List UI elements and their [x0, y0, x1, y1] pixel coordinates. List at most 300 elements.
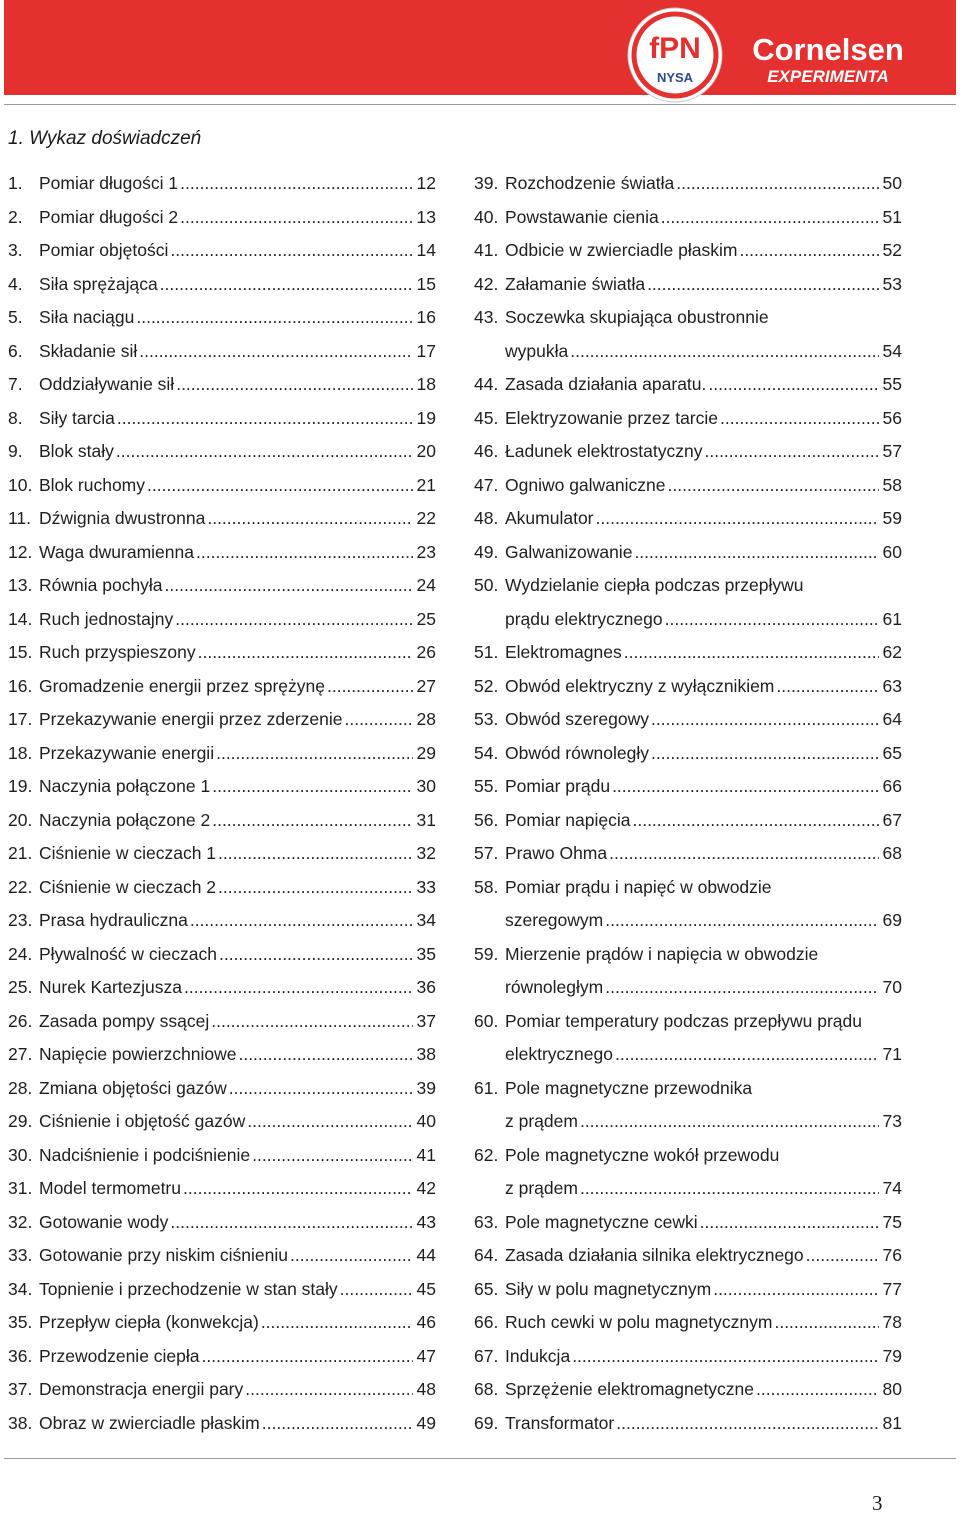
toc-item-page: 54 [882, 340, 902, 361]
toc-item-page: 61 [882, 608, 902, 629]
toc-left-column [8, 173, 436, 1446]
toc-item-title: Pole magnetyczne przewodnika [505, 1077, 753, 1098]
logo-fpn-city: NYSA [656, 70, 694, 85]
toc-item-number: 18. [8, 742, 33, 763]
toc-item [474, 1279, 902, 1313]
toc-item [474, 207, 902, 241]
toc-item [8, 274, 436, 308]
toc-item-number: 4. [8, 273, 23, 294]
toc-item-title: Ruch przyspieszony [39, 642, 196, 662]
toc-item-page: 80 [882, 1379, 902, 1399]
toc-leader-dots [594, 508, 879, 529]
toc-item-title: Siły tarcia [39, 407, 115, 428]
toc-item [474, 1312, 902, 1346]
toc-leader-dots [649, 709, 879, 730]
toc-item-page: 27 [416, 675, 436, 696]
toc-item-title: Powstawanie cienia [505, 206, 659, 227]
toc-item-title: Pomiar temperatury podczas przepływu prądu [505, 1010, 862, 1031]
toc-item-title: Pomiar napięcia [505, 809, 631, 830]
toc-leader-dots [188, 910, 413, 931]
toc-item-number: 37. [8, 1379, 33, 1399]
toc-item-page: 68 [882, 843, 902, 863]
toc-item-page: 19 [416, 407, 436, 428]
toc-item [8, 508, 436, 542]
toc-item-number: 26. [8, 1010, 33, 1031]
toc-item [8, 1346, 436, 1380]
toc-item-page: 39 [416, 1077, 436, 1098]
toc-item-number: 29. [8, 1111, 33, 1131]
toc-leader-dots [243, 1379, 412, 1400]
toc-item [474, 1212, 902, 1246]
toc-item-page: 13 [416, 206, 436, 227]
toc-item [474, 1178, 902, 1212]
toc-item-title: Prasa hydrauliczna [39, 910, 188, 930]
toc-item-number: 1. [8, 173, 23, 193]
toc-item-title: Naczynia połączone 1 [39, 776, 211, 796]
toc-item-number: 7. [8, 374, 23, 394]
toc-item-page: 76 [882, 1245, 902, 1265]
toc-item-page: 26 [416, 642, 436, 662]
toc-leader-dots [774, 676, 878, 697]
toc-item-title: Obraz w zwierciadle płaskim [39, 1412, 260, 1433]
toc-leader-dots [210, 776, 412, 797]
toc-item [8, 1178, 436, 1212]
toc-leader-dots [666, 475, 879, 496]
toc-item-page: 23 [416, 541, 436, 562]
toc-item-page: 53 [882, 273, 902, 294]
toc-item-page: 52 [882, 240, 902, 260]
toc-item-page: 40 [416, 1111, 436, 1131]
toc-leader-dots [200, 1346, 413, 1367]
toc-item-number: 49. [474, 541, 499, 562]
toc-item-number: 11. [8, 508, 32, 528]
toc-leader-dots [702, 441, 878, 462]
toc-item-title: równoległym [505, 977, 604, 997]
toc-item-page: 24 [416, 575, 436, 595]
toc-item [474, 843, 902, 877]
toc-leader-dots [718, 408, 879, 429]
toc-item-title: Przekazywanie energii [39, 742, 215, 763]
toc-item [474, 743, 902, 777]
toc-leader-dots [288, 1245, 413, 1266]
toc-item-number: 28. [8, 1077, 33, 1098]
toc-item [474, 307, 902, 341]
toc-item-title: Napięcie powierzchniowe [39, 1044, 237, 1064]
toc-leader-dots [645, 274, 878, 295]
toc-item-number: 40. [474, 206, 499, 227]
toc-item [474, 609, 902, 643]
toc-item-title: z prądem [505, 1111, 578, 1131]
toc-item-page: 25 [416, 608, 436, 629]
toc-item-title: Przepływ ciepła (konwekcja) [39, 1312, 259, 1332]
toc-leader-dots [163, 575, 413, 596]
toc-item [8, 441, 436, 475]
toc-item-page: 58 [882, 474, 902, 495]
toc-item-number: 5. [8, 307, 23, 327]
toc-item-page: 20 [416, 441, 436, 461]
toc-item-title: Ogniwo galwaniczne [505, 474, 666, 495]
toc-item-number: 23. [8, 910, 33, 930]
toc-item [8, 977, 436, 1011]
toc-item-page: 74 [882, 1178, 902, 1198]
toc-item [8, 240, 436, 274]
toc-right-column [474, 173, 902, 1446]
toc-item-title: Gotowanie przy niskim ciśnieniu [39, 1245, 288, 1265]
toc-item [8, 307, 436, 341]
toc-item-title: Ciśnienie w cieczach 1 [39, 843, 217, 863]
toc-item-page: 22 [416, 508, 436, 528]
toc-item [474, 977, 902, 1011]
toc-item-title: Ruch cewki w polu magnetycznym [505, 1312, 773, 1332]
toc-item [474, 1413, 902, 1447]
toc-item-page: 66 [882, 776, 902, 796]
toc-item [8, 1212, 436, 1246]
toc-item [8, 1312, 436, 1346]
toc-item-number: 53. [474, 709, 499, 729]
toc-leader-dots [168, 1212, 412, 1233]
toc-item-page: 55 [882, 374, 902, 394]
toc-item-title: Blok ruchomy [39, 474, 146, 495]
toc-item [474, 575, 902, 609]
toc-item [8, 1078, 436, 1112]
toc-item [8, 575, 436, 609]
toc-item-page: 12 [416, 173, 436, 193]
toc-leader-dots [706, 374, 878, 395]
toc-item [474, 642, 902, 676]
toc-item [474, 1379, 902, 1413]
toc-item [474, 1346, 902, 1380]
toc-item-number: 54. [474, 742, 499, 763]
toc-item [474, 374, 902, 408]
toc-item-number: 24. [8, 943, 33, 964]
toc-item [8, 743, 436, 777]
toc-item-number: 13. [8, 575, 33, 595]
toc-leader-dots [772, 1312, 878, 1333]
toc-item [474, 475, 902, 509]
toc-item-page: 75 [882, 1211, 902, 1232]
toc-item-title: Nadciśnienie i podciśnienie [39, 1144, 251, 1165]
toc-leader-dots [630, 810, 878, 831]
toc-item-title: Zmiana objętości gazów [39, 1077, 227, 1098]
toc-item-page: 77 [882, 1278, 902, 1299]
toc-item-title: elektrycznego [505, 1044, 613, 1064]
toc-item-number: 39. [474, 173, 499, 193]
toc-leader-dots [134, 307, 412, 328]
toc-leader-dots [196, 642, 413, 663]
toc-item-number: 45. [474, 407, 499, 428]
toc-item-number: 34. [8, 1278, 33, 1299]
toc-leader-dots [216, 843, 413, 864]
toc-item-title: Mierzenie prądów i napięcia w obwodzie [505, 943, 819, 964]
toc-item-title: Akumulator [505, 508, 594, 528]
toc-item-title: Siła sprężająca [39, 273, 158, 294]
toc-item-page: 32 [416, 843, 436, 863]
toc-item-number: 36. [8, 1345, 33, 1366]
toc-item-title: Pomiar objętości [39, 240, 169, 260]
toc-item-title: Sprzężenie elektromagnetyczne [505, 1379, 755, 1399]
toc-item [8, 843, 436, 877]
toc-item-title: Zasada działania silnika elektrycznego [505, 1245, 804, 1265]
toc-item-title: Obwód elektryczny z wyłącznikiem [505, 675, 775, 696]
toc-item [8, 709, 436, 743]
toc-item [474, 910, 902, 944]
toc-item-title: Elektromagnes [505, 642, 622, 662]
toc-item-page: 49 [416, 1412, 436, 1433]
toc-item-title: Pole magnetyczne wokół przewodu [505, 1144, 780, 1165]
toc-item [474, 1044, 902, 1078]
toc-item-title: Składanie sił [39, 340, 138, 361]
toc-item [8, 1111, 436, 1145]
toc-item-title: Ruch jednostajny [39, 608, 174, 629]
toc-item-title: Model termometru [39, 1178, 181, 1198]
toc-item-title: Prawo Ohma [505, 843, 608, 863]
toc-item-number: 19. [8, 776, 33, 796]
logo-fpn-letters: fPN [649, 32, 701, 65]
toc-item-title: Odbicie w zwierciadle płaskim [505, 240, 738, 260]
toc-item-number: 57. [474, 843, 499, 863]
toc-item-title: Oddziaływanie sił [39, 374, 175, 394]
toc-item-number: 32. [8, 1211, 33, 1232]
toc-item-title: Pomiar długości 2 [39, 206, 179, 227]
toc-item [8, 1279, 436, 1313]
toc-leader-dots [578, 1111, 879, 1132]
toc-leader-dots [698, 1212, 879, 1233]
toc-item [474, 1145, 902, 1179]
toc-item-number: 55. [474, 776, 499, 796]
toc-item [8, 1379, 436, 1413]
toc-item [8, 676, 436, 710]
toc-item-number: 47. [474, 474, 499, 495]
toc-leader-dots [610, 776, 878, 797]
toc-item-page: 45 [416, 1278, 436, 1299]
toc-item-number: 2. [8, 206, 23, 227]
toc-item [8, 1011, 436, 1045]
toc-leader-dots [622, 642, 879, 663]
toc-item [474, 1245, 902, 1279]
toc-item-page: 46 [416, 1312, 436, 1332]
toc-item-title: Pomiar prądu i napięć w obwodzie [505, 876, 772, 897]
toc-leader-dots [804, 1245, 879, 1266]
toc-item-title: Pomiar prądu [505, 776, 611, 796]
section-title: 1. Wykaz doświadczeń [8, 128, 202, 149]
toc-item-number: 59. [474, 943, 499, 964]
toc-item-number: 41. [474, 240, 499, 260]
toc-leader-dots [603, 910, 878, 931]
toc-item-page: 30 [416, 776, 436, 796]
toc-item-number: 20. [8, 809, 33, 830]
page-number: 3 [872, 1491, 883, 1515]
toc-item-title: Zasada działania aparatu. [505, 374, 707, 394]
toc-leader-dots [168, 240, 412, 261]
toc-leader-dots [659, 207, 879, 228]
toc-item-page: 42 [416, 1178, 436, 1198]
toc-item [474, 1011, 902, 1045]
toc-item-title: Nurek Kartezjusza [39, 977, 182, 997]
toc-item-page: 60 [882, 541, 902, 562]
toc-item-page: 56 [882, 407, 902, 428]
toc-item-title: Pływalność w cieczach [39, 943, 217, 964]
toc-item [474, 1078, 902, 1112]
toc-item-number: 9. [8, 441, 23, 461]
toc-item-page: 14 [416, 240, 436, 260]
toc-leader-dots [607, 843, 878, 864]
toc-item-number: 30. [8, 1144, 33, 1165]
toc-item-title: wypukła [505, 340, 569, 361]
toc-item-title: Pomiar długości 1 [39, 173, 179, 193]
toc-item-number: 42. [474, 273, 499, 294]
toc-leader-dots [325, 676, 413, 697]
toc-item-page: 36 [416, 977, 436, 997]
toc-leader-dots [216, 877, 413, 898]
toc-item-title: Gotowanie wody [39, 1211, 169, 1232]
toc-item-number: 15. [8, 642, 33, 662]
toc-item-title: Ładunek elektrostatyczny [505, 441, 703, 461]
toc-item [8, 609, 436, 643]
toc-item-title: Transformator [505, 1412, 615, 1433]
toc-leader-dots [158, 274, 413, 295]
toc-item-number: 43. [474, 307, 499, 327]
toc-item-number: 69. [474, 1412, 499, 1433]
toc-leader-dots [178, 207, 412, 228]
toc-item [474, 173, 902, 207]
toc-item-title: Równia pochyła [39, 575, 163, 595]
toc-item-page: 57 [882, 441, 902, 461]
toc-item-page: 37 [416, 1010, 436, 1031]
toc-leader-dots [632, 542, 878, 563]
toc-item-number: 38. [8, 1412, 33, 1433]
toc-item [474, 810, 902, 844]
toc-item [474, 542, 902, 576]
toc-item-page: 43 [416, 1211, 436, 1232]
toc-item-page: 79 [882, 1345, 902, 1366]
toc-item-number: 35. [8, 1312, 33, 1332]
toc-item-page: 44 [416, 1245, 436, 1265]
toc-item-page: 33 [416, 876, 436, 897]
toc-leader-dots [173, 609, 412, 630]
toc-item-title: szeregowym [505, 910, 604, 930]
toc-item-page: 73 [882, 1111, 902, 1131]
toc-leader-dots [342, 709, 412, 730]
toc-item-title: Gromadzenie energii przez sprężynę [39, 675, 325, 696]
toc-item [474, 408, 902, 442]
toc-item-number: 62. [474, 1144, 499, 1165]
toc-item-page: 34 [416, 910, 436, 930]
toc-item-title: Topnienie i przechodzenie w stan stały [39, 1278, 338, 1299]
toc-item-title: Przewodzenie ciepła [39, 1345, 200, 1366]
toc-leader-dots [649, 743, 879, 764]
toc-leader-dots [217, 944, 413, 965]
cornelsen-logo [740, 28, 916, 92]
toc-leader-dots [754, 1379, 879, 1400]
toc-item [8, 944, 436, 978]
toc-item-title: Wydzielanie ciepła podczas przepływu [505, 575, 804, 595]
toc-item-number: 22. [8, 876, 33, 897]
toc-leader-dots [214, 743, 412, 764]
toc-leader-dots [613, 1044, 879, 1065]
toc-item-title: Naczynia połączone 2 [39, 809, 211, 830]
toc-item [8, 1145, 436, 1179]
toc-item [8, 776, 436, 810]
toc-item-number: 44. [474, 374, 499, 394]
toc-leader-dots [663, 609, 879, 630]
toc-item-number: 64. [474, 1245, 499, 1265]
logo-brand-sub: EXPERIMENTA [767, 67, 889, 86]
toc-item [8, 1413, 436, 1447]
toc-item-page: 81 [882, 1412, 902, 1433]
toc-item-number: 31. [8, 1178, 33, 1198]
toc-item-page: 78 [882, 1312, 902, 1332]
toc-item-page: 65 [882, 742, 902, 763]
toc-item [8, 341, 436, 375]
toc-item-page: 41 [416, 1144, 436, 1165]
toc-item-title: z prądem [505, 1178, 578, 1198]
toc-item-title: Ciśnienie i objętość gazów [39, 1111, 246, 1131]
toc-leader-dots [145, 475, 413, 496]
toc-item [8, 475, 436, 509]
toc-item-number: 50. [474, 575, 499, 595]
toc-item-number: 33. [8, 1245, 33, 1265]
toc-leader-dots [578, 1178, 879, 1199]
toc-item [8, 542, 436, 576]
toc-item-title: Załamanie światła [505, 273, 646, 294]
toc-leader-dots [114, 441, 413, 462]
toc-item-title: Dźwignia dwustronna [39, 508, 206, 528]
toc-item-page: 31 [416, 809, 436, 830]
toc-item-page: 28 [416, 709, 436, 729]
toc-leader-dots [181, 1178, 413, 1199]
toc-item-page: 15 [416, 273, 436, 294]
toc-item [8, 408, 436, 442]
toc-item-number: 68. [474, 1379, 499, 1399]
toc-leader-dots [137, 341, 412, 362]
toc-item-number: 27. [8, 1044, 33, 1064]
toc-leader-dots [236, 1044, 412, 1065]
toc-item-number: 60. [474, 1010, 499, 1031]
toc-item-title: Siły w polu magnetycznym [505, 1278, 712, 1299]
toc-item-number: 17. [8, 709, 33, 729]
toc-item [8, 877, 436, 911]
toc-item-number: 65. [474, 1278, 499, 1299]
toc-leader-dots [250, 1145, 412, 1166]
toc-item-page: 51 [882, 206, 902, 227]
toc-item [8, 642, 436, 676]
top-divider [4, 104, 956, 105]
toc-item-title: Obwód szeregowy [505, 709, 649, 729]
toc-item-page: 62 [882, 642, 902, 662]
toc-item-number: 21. [8, 843, 33, 863]
toc-item-title: Obwód równoległy [505, 742, 649, 763]
toc-leader-dots [674, 173, 878, 194]
toc-item-title: Soczewka skupiająca obustronnie [505, 307, 769, 327]
toc-item-title: Indukcja [505, 1345, 571, 1366]
fpn-nysa-logo [626, 6, 724, 104]
toc-item-number: 12. [8, 541, 33, 562]
toc-item-page: 59 [882, 508, 902, 528]
toc-item-title: Ciśnienie w cieczach 2 [39, 876, 217, 897]
toc-item [474, 676, 902, 710]
toc-leader-dots [227, 1078, 413, 1099]
toc-item-page: 17 [416, 340, 436, 361]
toc-item-number: 10. [8, 474, 33, 495]
toc-item-number: 6. [8, 340, 23, 361]
toc-item-title: Elektryzowanie przez tarcie [505, 407, 718, 428]
toc-leader-dots [245, 1111, 412, 1132]
toc-item [474, 274, 902, 308]
toc-leader-dots [178, 173, 412, 194]
toc-item-title: Pole magnetyczne cewki [505, 1211, 698, 1232]
toc-item [474, 877, 902, 911]
toc-leader-dots [711, 1279, 878, 1300]
